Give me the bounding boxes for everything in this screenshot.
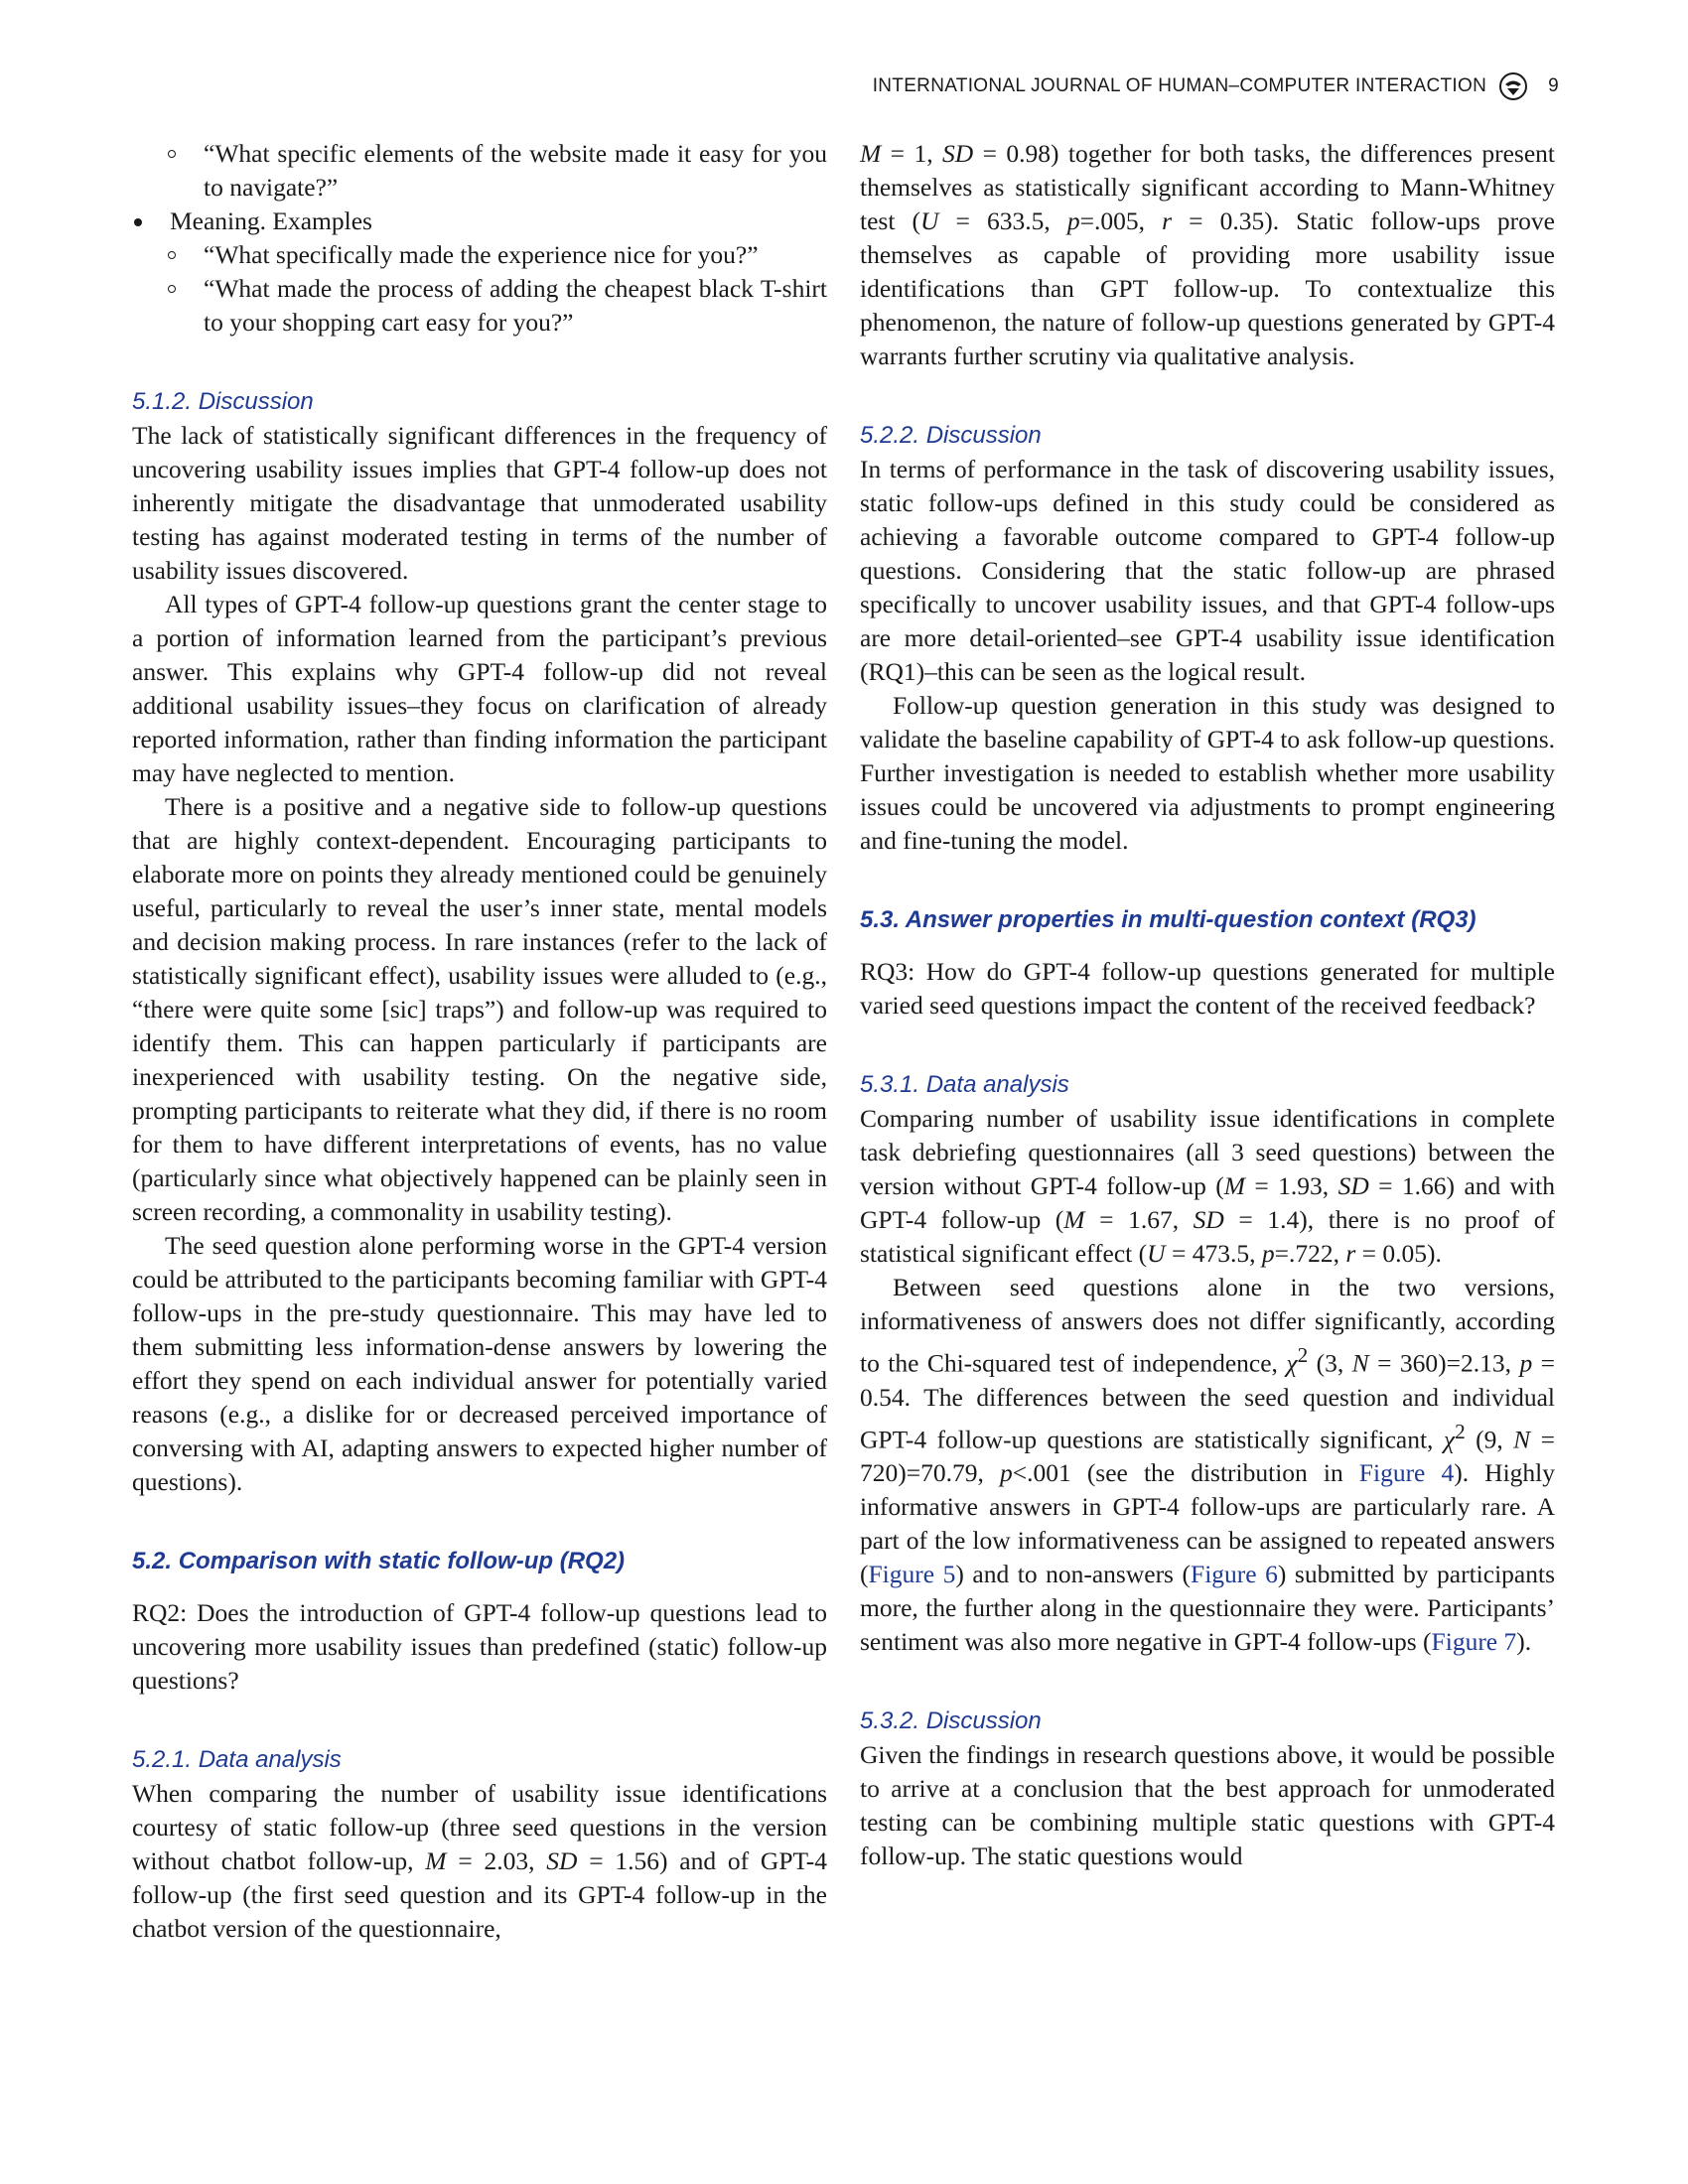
paragraph: When comparing the number of usability issue identifications courtesy of static follow-up (three seed questions in the version without chatbot follow-up, M = 2.03, SD = 1.56) and of GPT-4 follow-up (the first seed question and its GPT-4 follow-up in the chatbot version of the questionnaire, — [132, 1779, 827, 1943]
journal-logo-icon — [1498, 71, 1528, 101]
sub-bullet-list — [132, 238, 827, 340]
paragraph: Comparing number of usability issue identifications in complete task debriefing questionnaires (all 3 seed questions) between the version without GPT-4 follow-up (M = 1.93, SD = 1.66) and with GPT-4 follow-up (M = 1.67, SD = 1.4), there is no proof of statistical significant effect (U = 473.5, p=.722, r = 0.05). — [860, 1104, 1556, 1268]
list-item: “What specifically made the experience nice for you?” — [132, 238, 827, 272]
research-question-rq3: RQ3: How do GPT-4 follow-up questions generated for multiple varied seed questions impact the content of the received feedback? — [860, 957, 1555, 1020]
paragraph: Given the findings in research questions above, it would be possible to arrive at a conclusion that the best approach for unmoderated testing can be combining multiple static questions with GPT-4 follow-up. The static questions would — [860, 1740, 1555, 1870]
hollow-bullet-icon — [168, 251, 176, 259]
right-column — [860, 137, 1555, 1873]
paragraph: The seed question alone performing worse in the GPT-4 version could be attributed to the participants becoming familiar with GPT-4 follow-ups in the pre-study questionnaire. This may have led to them submitting less information-dense answers by lowering the effort they spend on each individual answer for potentially varied reasons (e.g., a dislike for or decreased perceived importance of conversing with AI, adapting answers to expected higher number of questions). — [132, 1231, 827, 1496]
section-heading-5-3-2: 5.3.2. Discussion — [860, 1707, 1042, 1734]
paragraph: In terms of performance in the task of discovering usability issues, static follow-ups defined in this study could be considered as achieving a favorable outcome compared to GPT-4 follow-up questions. Considering that the static follow-up are phrased specifically to uncover usability issues, and that GPT-4 follow-ups are more detail-oriented–see GPT-4 usability issue identification (RQ1)–this can be seen as the logical result. — [860, 455, 1555, 686]
section-heading-5-1-2: 5.1.2. Discussion — [132, 388, 314, 415]
bullet-list — [132, 205, 827, 238]
section-heading-5-3-1: 5.3.1. Data analysis — [860, 1071, 1069, 1098]
section-heading-5-2: 5.2. Comparison with static follow-up (RQ2) — [132, 1548, 626, 1574]
figure-5-link[interactable]: Figure 5 — [868, 1560, 956, 1588]
paragraph: Follow-up question generation in this study was designed to validate the baseline capability of GPT-4 to ask follow-up questions. Further investigation is needed to establish whether more usability issues could be uncovered via adjustments to prompt engineering and fine-tuning the model. — [860, 691, 1555, 855]
section-heading-5-2-1: 5.2.1. Data analysis — [132, 1746, 342, 1773]
running-head — [873, 71, 1559, 101]
paragraph: There is a positive and a negative side to follow-up questions that are highly context-dependent. Encouraging participants to elaborate more on points they already mentioned could be genuinely useful, particularly to reveal the user’s inner state, mental models and decision making process. In rare instances (refer to the lack of statistically significant effect), usability issues were alluded to (e.g., “there were quite some [sic] traps”) and follow-up was required to identify them. This can happen particularly if participants are inexperienced with usability testing. On the negative side, prompting participants to reiterate what they did, if there is no room for them to have different interpretations of events, has no value (particularly since what objectively happened can be plainly seen in screen recording, a commonality in usability testing). — [132, 792, 827, 1226]
paragraph: The lack of statistically significant differences in the frequency of uncovering usability issues implies that GPT-4 follow-up does not inherently mitigate the disadvantage that unmoderated usability testing has against moderated testing in terms of the number of usability issues discovered. — [132, 421, 827, 585]
bullet-icon — [134, 218, 142, 226]
research-question-rq2: RQ2: Does the introduction of GPT-4 follow-up questions lead to uncovering more usability issues than predefined (static) follow-up questions? — [132, 1598, 827, 1695]
hollow-bullet-icon — [168, 285, 176, 293]
paragraph: Between seed questions alone in the two versions, informativeness of answers does not differ significantly, according to the Chi-squared test of independence, $\chi^2$ (3, N = 360)=2.13, p = 0.54. The differences between the seed question and individual GPT-4 follow-up questions are statistically significant, $\chi^2$ (9, N = 720)=70.79, p<.001 (see the distribution in Figure 4). Highly informative answers in GPT-4 follow-ups are particularly rare. A part of the low informativeness can be assigned to repeated answers (Figure 5) and to non-answers (Figure 6) submitted by participants more, the further along in the questionnaire they were. Participants’ sentiment was also more negative in GPT-4 follow-ups (Figure 7). — [860, 1273, 1556, 1656]
sub-bullet-list — [132, 137, 827, 205]
section-heading-5-3: 5.3. Answer properties in multi-question context (RQ3) — [860, 906, 1477, 933]
paragraph: All types of GPT-4 follow-up questions grant the center stage to a portion of information learned from the participant’s previous answer. This explains why GPT-4 follow-up did not reveal additional usability issues–they focus on clarification of already reported information, rather than finding information the participant may have neglected to mention. — [132, 590, 827, 787]
section-heading-5-2-2: 5.2.2. Discussion — [860, 422, 1042, 449]
hollow-bullet-icon — [168, 150, 176, 158]
list-item: Meaning. Examples — [132, 205, 827, 238]
left-column — [132, 137, 827, 1946]
list-item: “What specific elements of the website made it easy for you to navigate?” — [132, 137, 827, 205]
list-item: “What made the process of adding the cheapest black T-shirt to your shopping cart easy for you?” — [132, 272, 827, 340]
figure-7-link[interactable]: Figure 7 — [1431, 1627, 1517, 1656]
journal-title: INTERNATIONAL JOURNAL OF HUMAN–COMPUTER INTERACTION — [872, 75, 1487, 96]
figure-4-link[interactable]: Figure 4 — [1358, 1458, 1455, 1487]
page-number: 9 — [1548, 75, 1559, 96]
paragraph: M = 1, SD = 0.98) together for both tasks, the differences present themselves as statistically significant according to Mann-Whitney test (U = 633.5, p=.005, r = 0.35). Static follow-ups prove themselves as capable of providing more usability issue identifications than GPT follow-up. To contextualize this phenomenon, the nature of follow-up questions generated by GPT-4 warrants further scrutiny via qualitative analysis. — [860, 139, 1555, 370]
figure-6-link[interactable]: Figure 6 — [1191, 1560, 1278, 1588]
